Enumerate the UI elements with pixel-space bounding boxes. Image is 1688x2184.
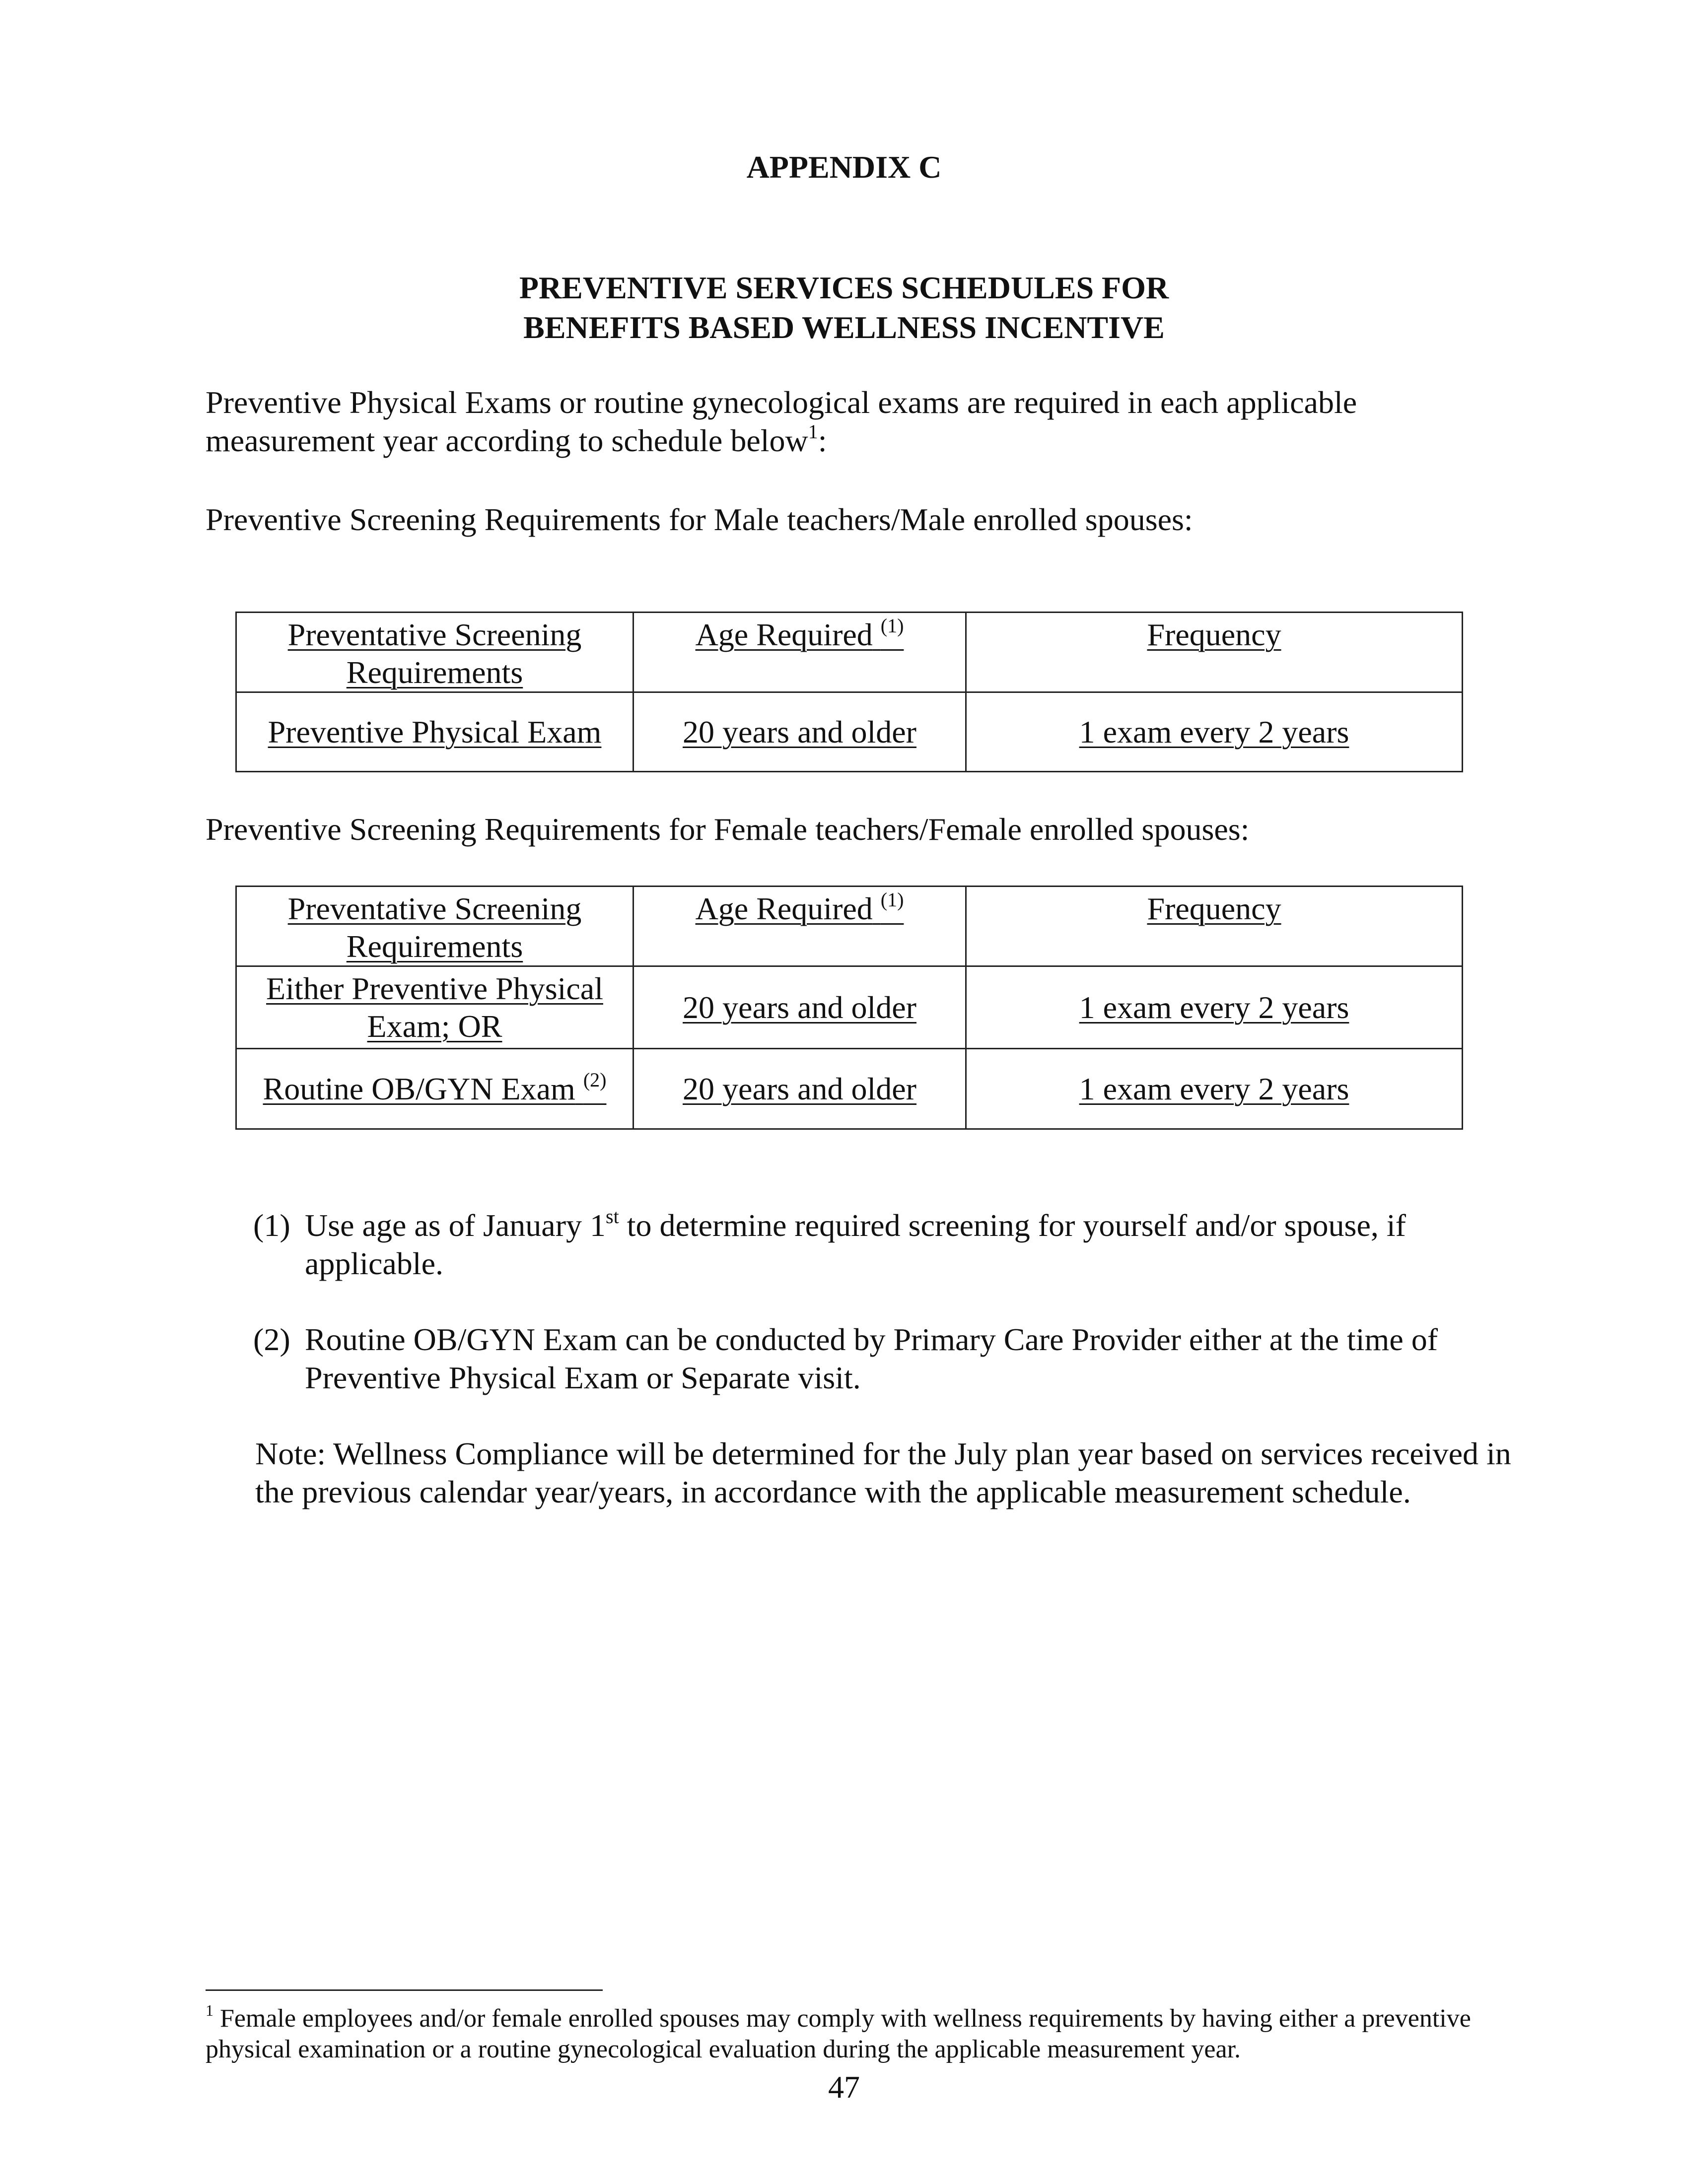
- intro-paragraph: [206, 383, 1477, 460]
- header-age-ref: (1): [880, 614, 904, 637]
- note-text: Routine OB/GYN Exam can be conducted by Primary Care Provider either at the time of Preventive Physical Exam or Separate visit.: [305, 1322, 1438, 1395]
- intro-trail: :: [818, 423, 827, 458]
- title-line-1: PREVENTIVE SERVICES SCHEDULES FOR: [519, 270, 1169, 305]
- ordinal-suffix: st: [606, 1205, 619, 1228]
- table-row: [236, 966, 1463, 1049]
- female-table-caption: Preventive Screening Requirements for Female teachers/Female enrolled spouses:: [206, 812, 1250, 847]
- table-header-row: [236, 613, 1463, 692]
- table-row: [236, 1049, 1463, 1129]
- appendix-label: APPENDIX C: [746, 149, 942, 185]
- header-age-label: Age Required: [695, 617, 873, 652]
- header-age-ref: (1): [880, 888, 904, 911]
- header-age: [633, 887, 966, 966]
- cell-age: 20 years and older: [633, 966, 966, 1049]
- table-row: [236, 692, 1463, 772]
- male-screening-table: [235, 612, 1463, 772]
- female-screening-table: [235, 886, 1463, 1130]
- footnote: [206, 2003, 1496, 2065]
- header-screening: Preventative Screening Requirements: [236, 613, 633, 692]
- cell-screening: Routine OB/GYN Exam $^{(2)}$: [236, 1049, 633, 1129]
- note-number: (1): [253, 1208, 290, 1243]
- compliance-note: Note: Wellness Compliance will be determined for the July plan year based on services received in the previous calendar year/years, in accordance with the applicable measurement schedule.: [255, 1436, 1511, 1509]
- cell-frequency: 1 exam every 2 years: [966, 692, 1463, 772]
- header-screening: Preventative Screening Requirements: [236, 887, 633, 966]
- cell-age: 20 years and older: [633, 692, 966, 772]
- page-title: [0, 268, 1688, 347]
- page-number: 47: [828, 2069, 860, 2105]
- intro-text: Preventive Physical Exams or routine gynecological exams are required in each applicable measurement year according to schedule below: [206, 385, 1357, 458]
- cell-frequency: 1 exam every 2 years: [966, 966, 1463, 1049]
- cell-frequency: 1 exam every 2 years: [966, 1049, 1463, 1129]
- header-frequency: Frequency: [966, 887, 1463, 966]
- header-age-label: Age Required: [695, 891, 873, 926]
- intro-footnote-ref: 1: [808, 420, 818, 443]
- header-age: [633, 613, 966, 692]
- footnote-divider: [206, 1989, 603, 1991]
- cell-screening: Either Preventive Physical Exam; OR: [236, 966, 633, 1049]
- footnote-text: Female employees and/or female enrolled spouses may comply with wellness requirements by having either a preventive physical examination or a routine gynecological evaluation during the applicable measurement year.: [206, 2004, 1471, 2063]
- header-frequency: Frequency: [966, 613, 1463, 692]
- note-text: Use age as of January 1st to determine required screening for yourself and/or spouse, if applicable.: [305, 1205, 1406, 1281]
- row-ref: (2): [583, 1068, 607, 1091]
- title-line-2: BENEFITS BASED WELLNESS INCENTIVE: [523, 310, 1165, 345]
- cell-screening: Preventive Physical Exam: [236, 692, 633, 772]
- note-number: (2): [253, 1322, 290, 1357]
- footnote-marker: 1: [206, 2001, 213, 2019]
- table-header-row: [236, 887, 1463, 966]
- cell-age: 20 years and older: [633, 1049, 966, 1129]
- male-table-caption: Preventive Screening Requirements for Male teachers/Male enrolled spouses:: [206, 502, 1193, 537]
